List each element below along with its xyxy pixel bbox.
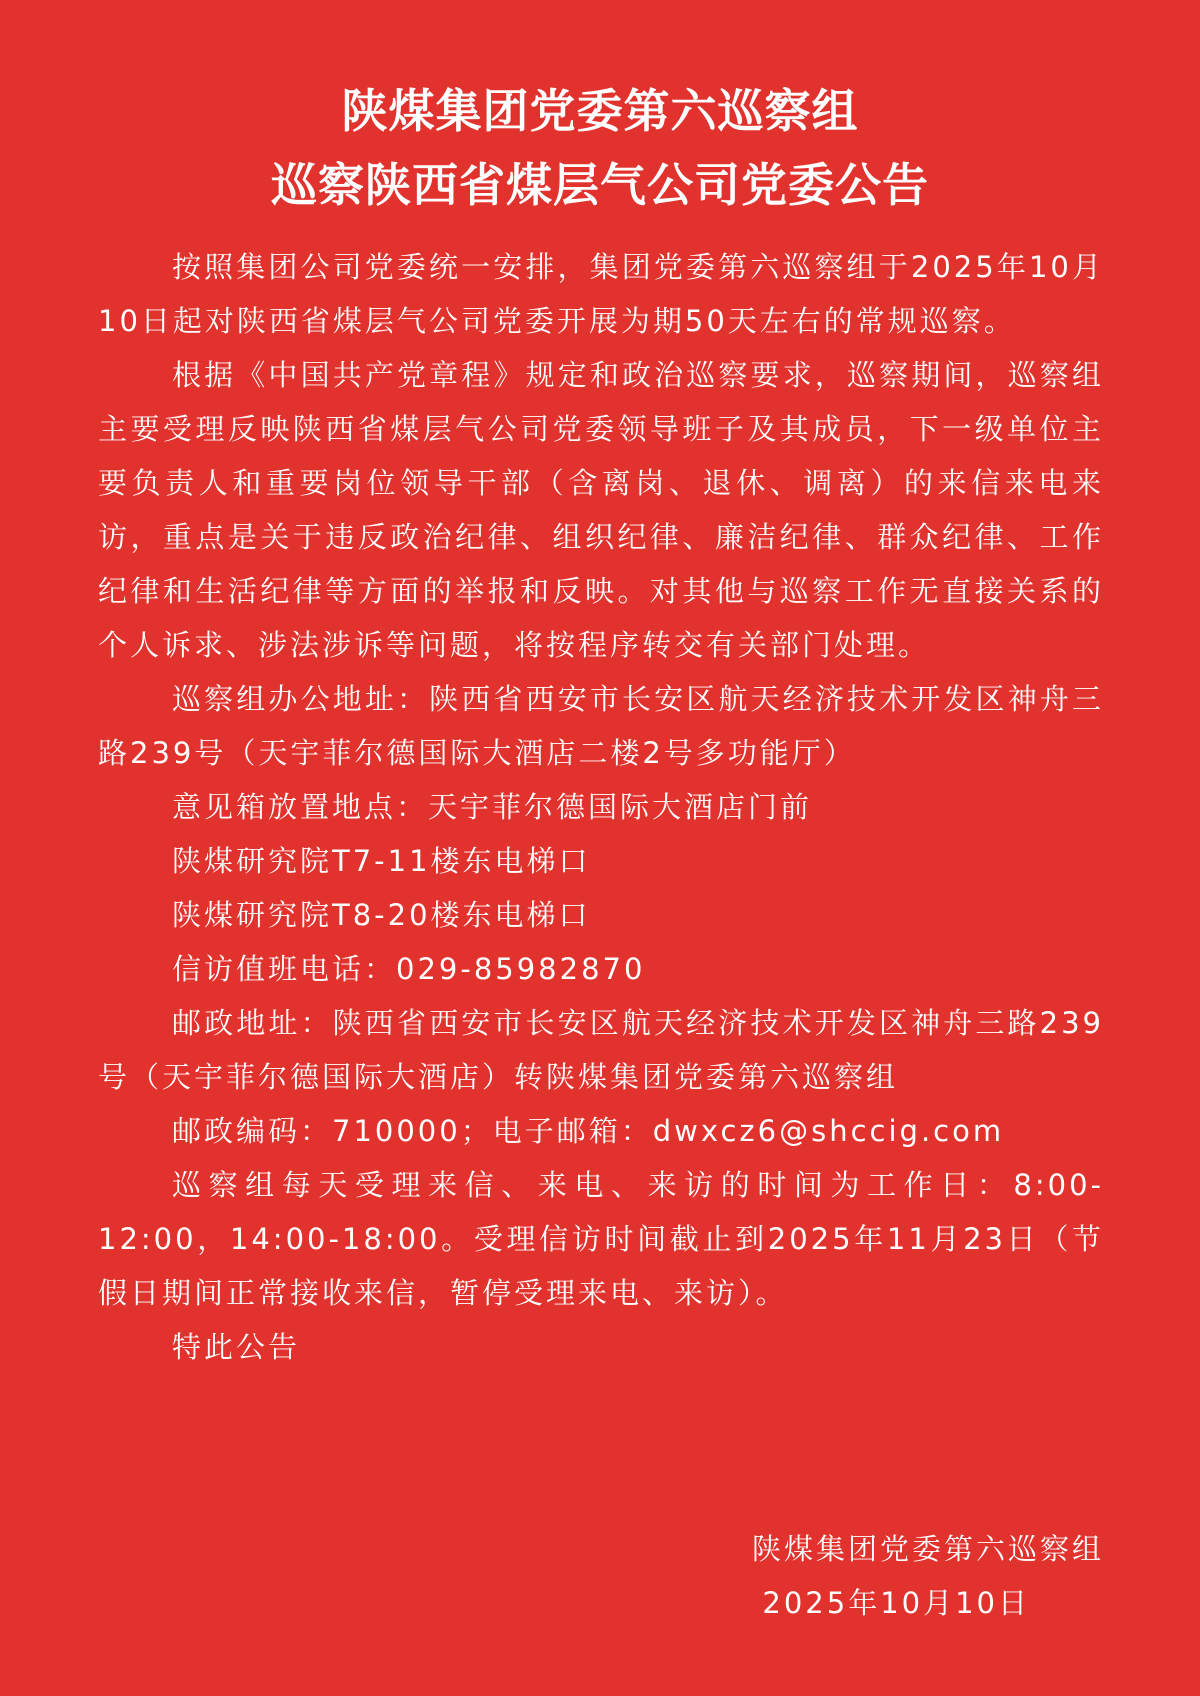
paragraph-mailbox-location: 意见箱放置地点：天宇菲尔德国际大酒店门前: [172, 790, 813, 824]
paragraph-scope: 根据《中国共产党章程》规定和政治巡察要求，巡察期间，巡察组主要受理反映陕西省煤层气公司党委领导班子及其成员，下一级单位主要负责人和重要岗位领导干部（含离岗、退休、调离）的来信来电来访，重点是关于违反政治纪律、组织纪律、廉洁纪律、群众纪律、工作纪律和生活纪律等方面的举报和反映。对其他与巡察工作无直接关系的个人诉求、涉法涉诉等问题，将按程序转交有关部门处理。: [98, 358, 1104, 662]
paragraph-closing: 特此公告: [172, 1330, 301, 1364]
signature-org: 陕煤集团党委第六巡察组: [751, 1532, 1104, 1566]
paragraph-mailbox-location-2: 陕煤研究院T7-11楼东电梯口: [172, 844, 591, 878]
notice-body: [98, 240, 1104, 1374]
paragraph-hotline: 信访值班电话：029-85982870: [172, 952, 646, 986]
signature-date: 2025年10月10日: [762, 1586, 1030, 1620]
paragraph-postal-address: 邮政地址：陕西省西安市长安区航天经济技术开发区神舟三路239号（天宇菲尔德国际大酒店）转陕煤集团党委第六巡察组: [98, 1006, 1104, 1094]
paragraph-arrangement: 按照集团公司党委统一安排，集团党委第六巡察组于2025年10月10日起对陕西省煤层气公司党委开展为期50天左右的常规巡察。: [98, 250, 1104, 338]
notice-title-line-1: 陕煤集团党委第六巡察组: [341, 84, 859, 138]
notice-title-line-2: 巡察陕西省煤层气公司党委公告: [271, 158, 929, 212]
signature-block: [604, 1522, 1104, 1630]
paragraph-hours: 巡察组每天受理来信、来电、来访的时间为工作日：8:00-12:00，14:00-18:00。受理信访时间截止到2025年11月23日（节假日期间正常接收来信，暂停受理来电、来访）。: [98, 1168, 1104, 1310]
paragraph-office-address: 巡察组办公地址：陕西省西安市长安区航天经济技术开发区神舟三路239号（天宇菲尔德国际大酒店二楼2号多功能厅）: [98, 682, 1104, 770]
paragraph-mailbox-location-3: 陕煤研究院T8-20楼东电梯口: [172, 898, 591, 932]
paragraph-postcode-email: 邮政编码：710000；电子邮箱：dwxcz6@shccig.com: [172, 1114, 1005, 1148]
